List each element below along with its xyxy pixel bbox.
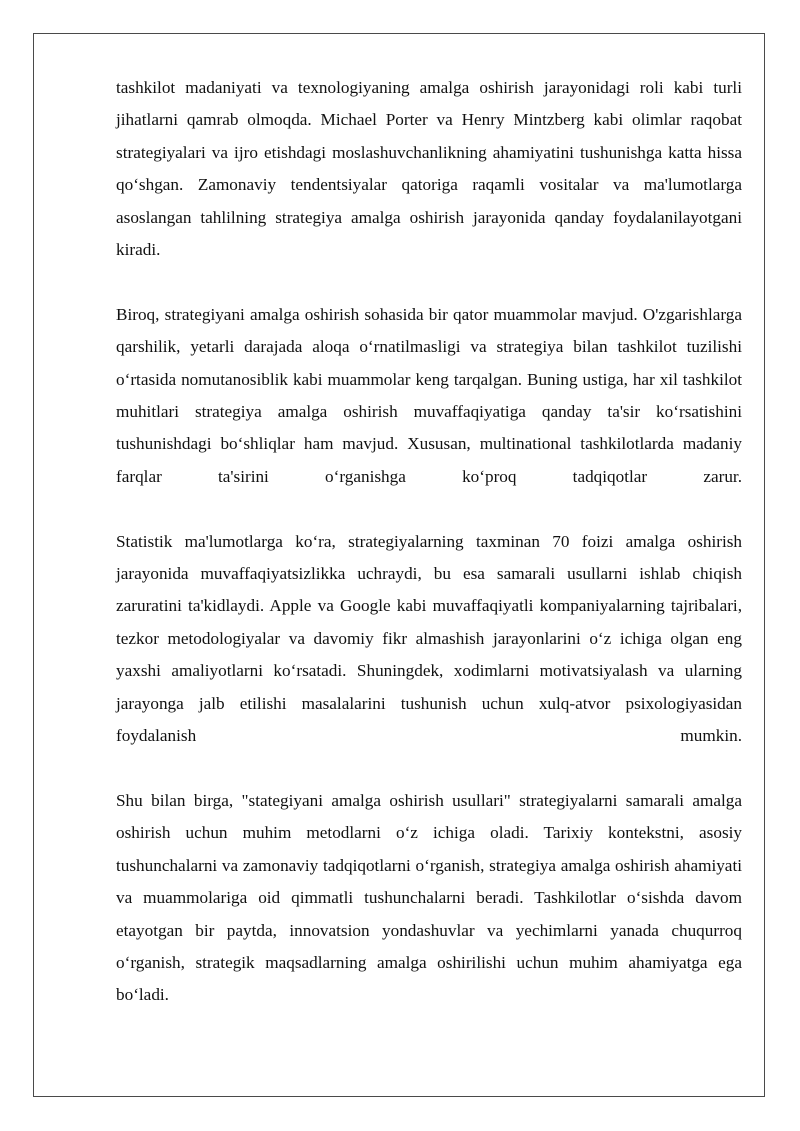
paragraph-3: Statistik ma'lumotlarga ko‘ra, strategiyalarning taxminan 70 foizi amalga oshirish jarayonida muvaffaqiyatsizlikka uchraydi, bu esa samarali usullarni ishlab chiqish zaruratini ta'kidlaydi. Apple va Google kabi muvaffaqiyatli kompaniyalarning tajribalari, tezkor metodologiyalar va davomiy fikr almashish jarayonlarini o‘z ichiga olgan eng yaxshi amaliyotlarni ko‘rsatadi. Shuningdek, xodimlarni motivatsiyalash va ularning jarayonga jalb etilishi masalalarini tushunish uchun xulq-atvor psixologiyasidan foydalanish mumkin. [116,531,742,746]
document-body [116,72,742,1012]
paragraph-1: tashkilot madaniyati va texnologiyaning amalga oshirish jarayonidagi roli kabi turli jihatlarni qamrab olmoqda. Michael Porter va Henry Mintzberg kabi olimlar raqobat strategiyalari va ijro etishdagi moslashuvchanlikning ahamiyatini tushunishga katta hissa qo‘shgan. Zamonaviy tendentsiyalar qatoriga raqamli vositalar va ma'lumotlarga asoslangan tahlilning strategiya amalga oshirish jarayonida qanday foydalanilayotgani kiradi. [116,78,742,260]
paragraph-2: Biroq, strategiyani amalga oshirish sohasida bir qator muammolar mavjud. O'zgarishlarga qarshilik, yetarli darajada aloqa o‘rnatilmasligi va strategiya bilan tashkilot tuzilishi o‘rtasida nomutanosiblik kabi muammolar keng tarqalgan. Buning ustiga, har xil tashkilot muhitlari strategiya amalga oshirish muvaffaqiyatiga qanday ta'sir ko‘rsatishini tushunishdagi bo‘shliqlar ham mavjud. Xususan, multinational tashkilotlarda madaniy farqlar ta'sirini o‘rganishga ko‘proq tadqiqotlar zarur. [116,304,742,486]
paragraph-4: Shu bilan birga, "stategiyani amalga oshirish usullari" strategiyalarni samarali amalga oshirish uchun muhim metodlarni o‘z ichiga oladi. Tarixiy kontekstni, asosiy tushunchalarni va zamonaviy tadqiqotlarni o‘rganish, strategiya amalga oshirish ahamiyati va muammolariga oid qimmatli tushunchalarni beradi. Tashkilotlar o‘sishda davom etayotgan bir paytda, innovatsion yondashuvlar va yechimlarni yanada chuqurroq o‘rganish, strategik maqsadlarning amalga oshirilishi uchun muhim ahamiyatga ega bo‘ladi. [116,790,742,1005]
